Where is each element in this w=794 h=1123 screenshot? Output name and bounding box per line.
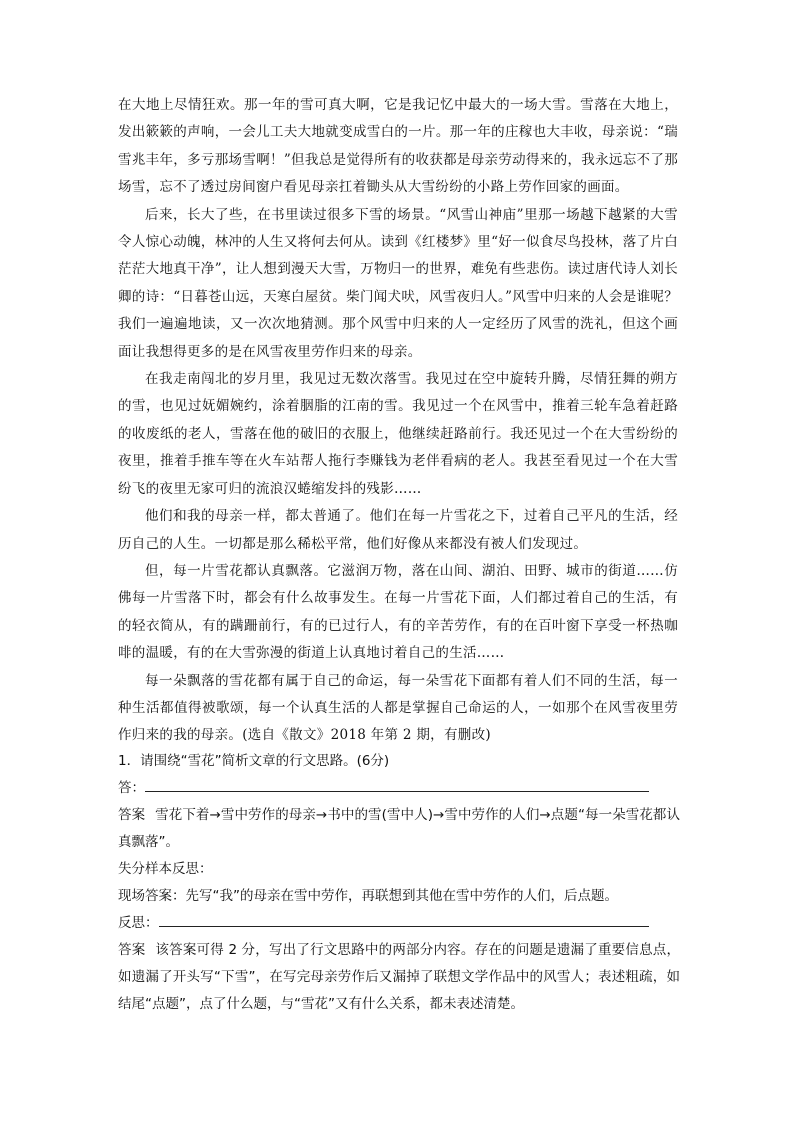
- question-text: 1．请围绕“雪花”简析文章的行文思路。(6分): [118, 753, 390, 769]
- essay-paragraph-6: 每一朵飘落的雪花都有属于自己的命运，每一朵雪花下面都有着人们不同的生活，每一种生活都值得被歌颂，每一个认真生活的人都是掌握自己命运的人，一如那个在风雪夜里劳作归来的我的母亲。(选自《散文》2018 年第 2 期，有删改): [118, 672, 678, 744]
- reflection-line-row: [118, 910, 680, 937]
- reflection-label: 反思：: [118, 915, 159, 931]
- answer-blank-line: [145, 777, 649, 792]
- essay-paragraph-2: 后来，长大了些，在书里读过很多下雪的场景。“风雪山神庙”里那一场越下越紧的大雪令人惊心动魄，林冲的人生又将何去何从。读到《红楼梦》里“好一似食尽鸟投林，落了片白茫茫大地真干净”，让人想到漫天大雪，万物归一的世界，难免有些悲伤。读过唐代诗人刘长卿的诗：“日暮苍山远，天寒白屋贫。柴门闻犬吠，风雪夜归人。”风雪中归来的人会是谁呢？我们一遍遍地读，又一次次地猜测。那个风雪中归来的人一定经历了风雪的洗礼，但这个画面让我想得更多的是在风雪夜里劳作归来的母亲。: [118, 206, 678, 360]
- reflection-answer: [118, 937, 680, 1018]
- essay-text: [118, 92, 678, 750]
- reflection-answer-label: 答案: [118, 942, 146, 958]
- reflection-answer-text: 该答案可得 2 分，写出了行文思路中的两部分内容。存在的问题是遗漏了重要信息点，如遗漏了开头写“下雪”，在写完母亲劳作后又漏掉了联想文学作品中的风雪人；表述粗疏，如结尾“点题”，点了什么题，与“雪花”又有什么关系，都未表述清楚。: [118, 942, 681, 1012]
- essay-paragraph-5: 但，每一片雪花都认真飘落。它滋润万物，落在山间、湖泊、田野、城市的街道……仿佛每一片雪落下时，都会有什么故事发生。在每一片雪花下面，人们都过着自己的生活，有的轻衣简从，有的蹒跚前行，有的已过行人，有的辛苦劳作，有的在百叶窗下享受一杯热咖啡的温暖，有的在大雪弥漫的街道上认真地讨着自己的生活……: [118, 562, 678, 662]
- answer-key-label: 答案: [118, 807, 146, 823]
- question-section: [118, 748, 680, 1018]
- answer-line-row: [118, 775, 680, 802]
- answer-key: [118, 802, 680, 856]
- answer-key-text: 雪花下着→雪中劳作的母亲→书中的雪(雪中人)→雪中劳作的人们→点题“每一朵雪花都认真飘落”。: [118, 807, 681, 850]
- essay-paragraph-4: 他们和我的母亲一样，都太普通了。他们在每一片雪花之下，过着自己平凡的生活，经历自己的人生。一切都是那么稀松平常，他们好像从来都没有被人们发现过。: [118, 508, 678, 552]
- sample-answer: 现场答案：先写“我”的母亲在雪中劳作，再联想到其他在雪中劳作的人们，后点题。: [118, 888, 618, 904]
- essay-paragraph-3: 在我走南闯北的岁月里，我见过无数次落雪。我见过在空中旋转升腾，尽情狂舞的朔方的雪，也见过妩媚婉约，涂着胭脂的江南的雪。我见过一个在风雪中，推着三轮车急着赶路的收废纸的老人，雪落在他的破旧的衣服上，他继续赶路前行。我还见过一个在大雪纷纷的夜里，推着手推车等在火车站帮人拖行李赚钱为老伴看病的老人。我甚至看见过一个在大雪纷飞的夜里无家可归的流浪汉蜷缩发抖的残影……: [118, 371, 678, 497]
- answer-label: 答：: [118, 780, 145, 796]
- lost-points-title: 失分样本反思：: [118, 861, 213, 877]
- essay-paragraph-1: 在大地上尽情狂欢。那一年的雪可真大啊，它是我记忆中最大的一场大雪。雪落在大地上，发出簌簌的声响，一会儿工夫大地就变成雪白的一片。那一年的庄稼也大丰收，母亲说：“瑞雪兆丰年，多亏那场雪啊！”但我总是觉得所有的收获都是母亲劳动得来的，我永远忘不了那场雪，忘不了透过房间窗户看见母亲扛着锄头从大雪纷纷的小路上劳作回家的画面。: [118, 97, 678, 196]
- reflection-blank-line: [159, 912, 649, 927]
